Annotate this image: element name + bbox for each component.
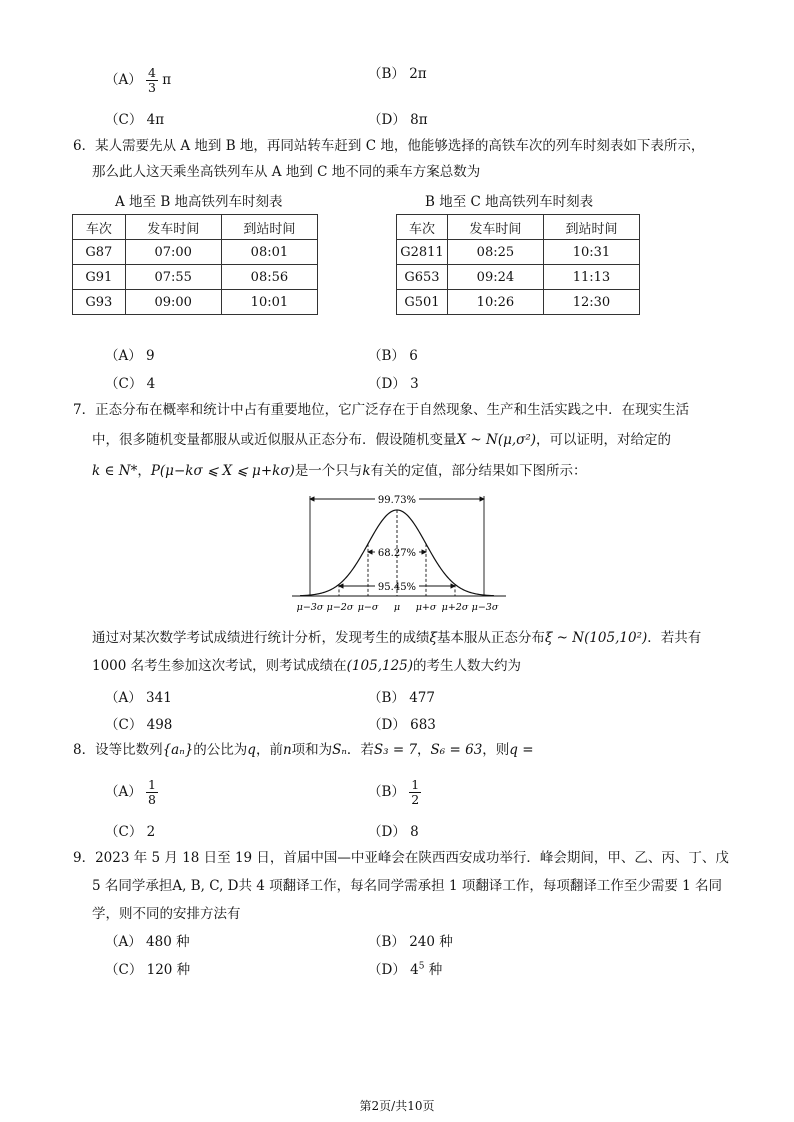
page-footer: 第2页/共10页 [359,1099,435,1113]
table-cell: 08:01 [221,240,317,265]
table-header: 车次 [397,215,448,240]
table-cell: 10:31 [543,240,639,265]
q7-stem-line5: 1000 名考生参加这次考试，则考试成绩在(105,125)的考生人数大约为 [92,658,522,674]
q5-option-b: （B） 2π [368,66,427,82]
table-header: 到站时间 [543,215,639,240]
label-99-73: 99.73% [377,495,417,506]
table-header: 车次 [73,215,126,240]
table-row [73,265,318,290]
q7-option-d: （D） 683 [368,717,436,733]
q8-option-a: （A） $\frac{1}{8}$ [105,777,156,807]
table-cell: G2811 [397,240,448,265]
q9-stem-line2: 5 名同学承担A, B, C, D共 4 项翻译工作，每名同学需承担 1 项翻译工作，每项翻译工作至少需要 1 名同 [92,878,722,894]
table-cell: 11:13 [543,265,639,290]
q7-stem-line4: 通过对某次数学考试成绩进行统计分析，发现考生的成绩ξ基本服从正态分布ξ ~ N(105,10²)．若共有 [92,630,702,646]
q5-option-d: （D） 8π [368,112,428,128]
table-cell: 09:00 [125,290,221,315]
q6-stem-line1: 6．某人需要先从 A 地到 B 地，再同站转车赶到 C 地，他能够选择的高铁车次的列车时刻表如下表所示， [73,138,705,154]
table-cell: G87 [73,240,126,265]
q8-option-d: （D） 8 [368,824,419,840]
table-cell: 10:26 [447,290,543,315]
sigma-lines [310,496,484,596]
table-cell: 08:25 [447,240,543,265]
table-cell: G93 [73,290,126,315]
timetable-a-to-b [72,214,318,315]
timetable-b-to-c [396,214,640,315]
tick-mu-plus-2sigma: μ+2σ [441,602,469,613]
fraction: $\frac{1}{2}$ [411,777,420,807]
table-cell: G501 [397,290,448,315]
tick-mu-plus-3sigma: μ−3σ [471,602,499,613]
label-95-45: 95.45% [377,582,417,593]
table-row [397,240,640,265]
table-row [73,240,318,265]
q6-option-d: （D） 3 [368,376,419,392]
tick-mu-minus-2sigma: μ−2σ [326,602,354,613]
table-row [73,215,318,240]
q7-option-b: （B） 477 [368,690,435,706]
q7-option-a: （A） 341 [105,690,172,706]
table2-caption: B 地至 C 地高铁列车时刻表 [425,194,594,210]
q5-option-c: （C） 4π [105,112,165,128]
q8-option-c: （C） 2 [105,824,156,840]
table-cell: 09:24 [447,265,543,290]
q6-stem-line2: 那么此人这天乘坐高铁列车从 A 地到 C 地不同的乘车方案总数为 [92,164,481,180]
q7-stem-line2: 中，很多随机变量都服从或近似服从正态分布．假设随机变量X ~ N(μ,σ²)，可以证明，对给定的 [92,432,672,448]
table-cell: 08:56 [221,265,317,290]
tick-mu-plus-sigma: μ+σ [415,602,437,613]
q6-option-b: （B） 6 [368,348,418,364]
table1-caption: A 地至 B 地高铁列车时刻表 [115,194,283,210]
q6-option-c: （C） 4 [105,376,156,392]
fraction: $\frac{4}{3}$ [148,65,156,95]
tick-mu-minus-sigma: μ−σ [357,602,379,613]
table-cell: G91 [73,265,126,290]
table-cell: 12:30 [543,290,639,315]
table-cell: 07:55 [125,265,221,290]
table-row [73,290,318,315]
table-row [397,265,640,290]
q5-option-a: （A） $\frac{4}{3}$ π [105,65,172,95]
normal-distribution-figure [288,490,510,616]
table-cell: 07:00 [125,240,221,265]
q9-option-d: （D） $4^5$ 种 [368,961,443,978]
q8-option-b: （B） $\frac{1}{2}$ [368,777,420,807]
q7-stem-line3: k ∈ N*，P(μ−kσ ⩽ X ⩽ μ+kσ)是一个只与k有关的定值，部分结果如下图所示： [92,463,587,479]
label-68-27: 68.27% [377,548,417,559]
table-header: 发车时间 [447,215,543,240]
table-header: 发车时间 [125,215,221,240]
tick-mu: μ [393,602,401,613]
tick-mu-minus-3sigma: μ−3σ [296,602,324,613]
q9-stem-line3: 学，则不同的安排方法有 [92,906,241,922]
q9-option-c: （C） 120 种 [105,962,191,978]
q9-option-b: （B） 240 种 [368,934,453,950]
q6-option-a: （A） 9 [105,348,155,364]
q7-option-c: （C） 498 [105,717,173,733]
table-cell: G653 [397,265,448,290]
table-header: 到站时间 [221,215,317,240]
table-row [397,215,640,240]
table-row [397,290,640,315]
table-cell: 10:01 [221,290,317,315]
q8-stem: 8．设等比数列{aₙ}的公比为q，前n项和为Sₙ．若S₃ = 7，S₆ = 63，则q = [73,742,534,758]
q7-stem-line1: 7．正态分布在概率和统计中占有重要地位，它广泛存在于自然现象、生产和生活实践之中．在现实生活 [73,402,690,418]
q9-option-a: （A） 480 种 [105,934,190,950]
fraction: $\frac{1}{8}$ [148,777,156,807]
q9-stem-line1: 9．2023 年 5 月 18 日至 19 日，首届中国—中亚峰会在陕西西安成功举行．峰会期间，甲、乙、丙、丁、戊 [73,850,729,866]
